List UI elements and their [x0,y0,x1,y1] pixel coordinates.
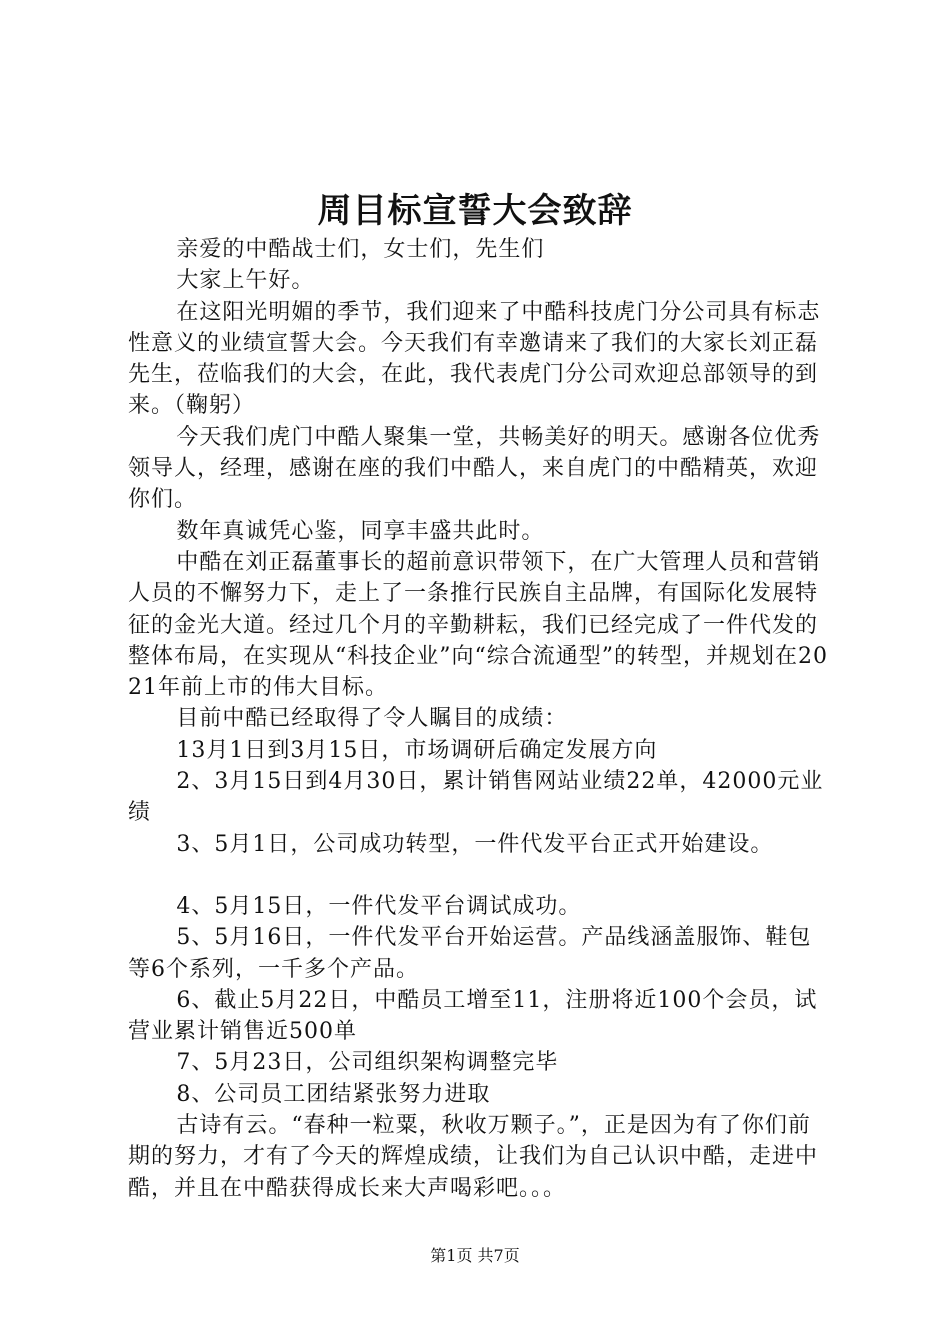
list-item: 4、5月15日，一件代发平台调试成功。 [176,893,582,919]
list-item: 13月1日到3月15日，市场调研后确定发展方向 [176,737,658,763]
paragraph: 亲爱的中酷战士们，女士们，先生们 [176,237,545,262]
paragraph: 大家上午好。 [176,268,315,294]
paragraph: 古诗有云。“春种一粒粟，秋收万颗子。”，正是因为有了你们前期的努力，才有了今天的辉煌成绩，让我们为自己认识中酷，走进中酷，并且在中酷获得成长来大声喝彩吧。。。 [128,1113,819,1201]
document-body [128,234,833,1204]
list-item: 3、5月1日，公司成功转型，一件代发平台正式开始建设。 [176,831,774,857]
paragraph: 目前中酷已经取得了令人瞩目的成绩： [176,706,568,732]
list-item: 5、5月16日，一件代发平台开始运营。产品线涵盖服饰、鞋包等6个系列，一千多个产品。 [128,925,812,982]
document-title: 周目标宣誓大会致辞 [317,191,633,231]
paragraph: 在这阳光明媚的季节，我们迎来了中酷科技虎门分公司具有标志性意义的业绩宣誓大会。今天我们有幸邀请来了我们的大家长刘正磊先生，莅临我们的大会，在此，我代表虎门分公司欢迎总部领导的到来。（鞠躬） [128,299,821,419]
paragraph: 数年真诚凭心鉴，同享丰盛共此时。 [176,518,545,544]
list-item: 7、5月23日，公司组织架构调整完毕 [176,1050,559,1076]
list-item: 6、截止5月22日，中酷员工增至11，注册将近100个会员，试营业累计销售近500单 [128,987,818,1045]
page-footer: 第1页 共7页 [430,1246,520,1265]
list-item: 8、公司员工团结紧张努力进取 [176,1081,491,1107]
list-item: 2、3月15日到4月30日，累计销售网站业绩22单，42000元业绩 [128,769,824,826]
paragraph: 中酷在刘正磊董事长的超前意识带领下，在广大管理人员和营销人员的不懈努力下，走上了一条推行民族自主品牌，有国际化发展特征的金光大道。经过几个月的辛勤耕耘，我们已经完成了一件代发的整体布局，在实现从“科技企业”向“综合流通型”的转型，并规划在2021年前上市的伟大目标。 [128,549,828,701]
paragraph: 今天我们虎门中酷人聚集一堂，共畅美好的明天。感谢各位优秀领导人，经理，感谢在座的我们中酷人，来自虎门的中酷精英，欢迎你们。 [128,424,821,513]
